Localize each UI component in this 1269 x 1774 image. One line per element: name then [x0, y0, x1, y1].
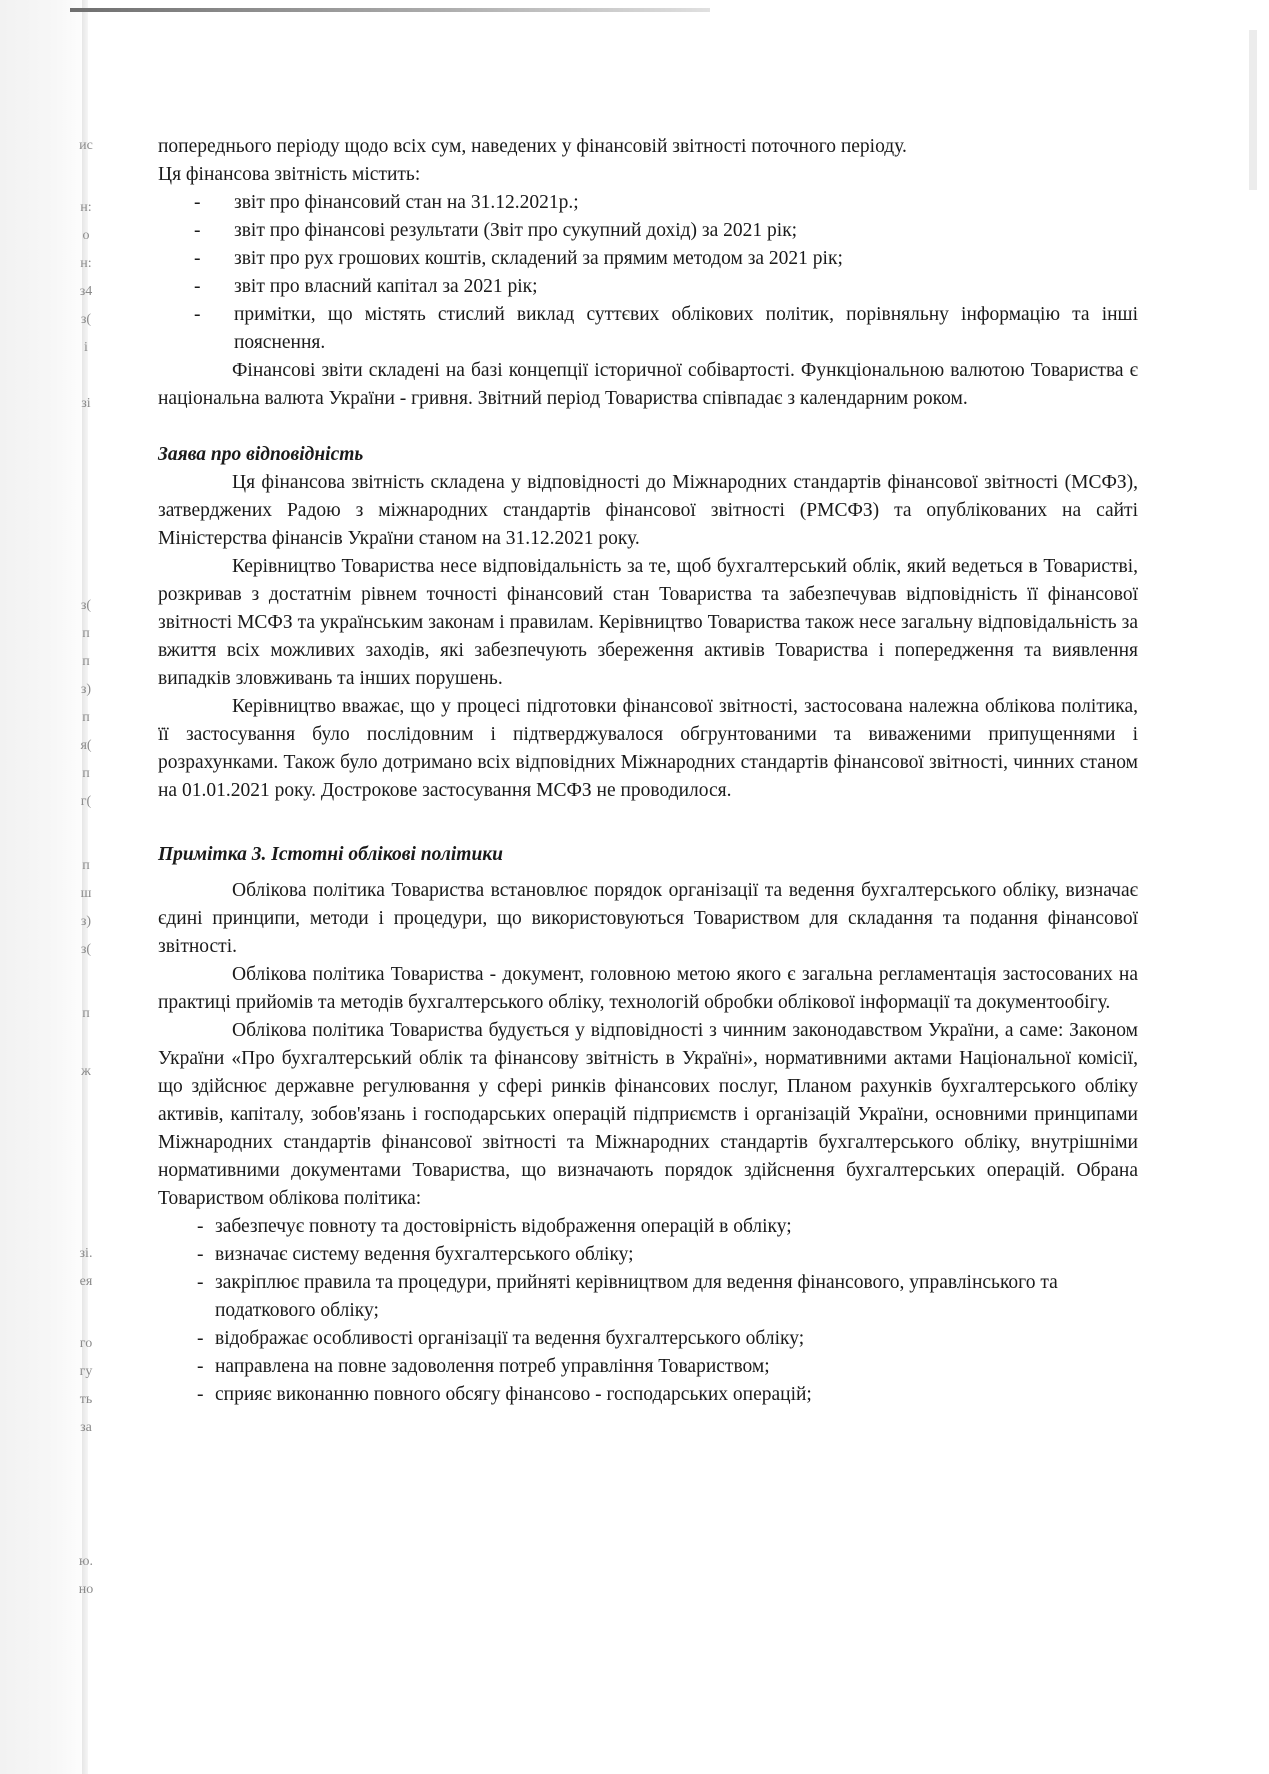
margin-fragment: го — [79, 1336, 93, 1351]
margin-fragment: но — [78, 1582, 94, 1597]
section-heading-note3: Примітка 3. Істотні облікові політики — [158, 844, 504, 865]
margin-fragment: ис — [79, 138, 93, 153]
margin-fragment: з) — [80, 914, 92, 929]
margin-fragment: з( — [80, 598, 92, 613]
list-item: - забезпечує повноту та достовірність відображення операцій в обліку; — [197, 1216, 792, 1237]
margin-fragment: з( — [80, 942, 92, 957]
basis-paragraph: Фінансові звіти складені на базі концепції історичної собівартості. Функціональною валютою Товариства є національна валюта України - гривня. Звітний період Товариства співпадає з календарним роком. — [158, 360, 1138, 409]
responsibility-paragraph: Керівництво Товариства несе відповідальність за те, щоб бухгалтерський облік, який ведеться в Товаристві, розкривав з достатнім рівнем точності фінансовий стан Товариства та забезпечував відповідність її фінансової звітності МСФЗ та українським законам і правилам. Керівництво Товариства також несе загальну відповідальність за вжиття всіх можливих заходів, які забезпечують збереження активів Товариства і попередження та виявлення випадків зловживань та інших порушень. — [158, 556, 1138, 689]
list-item: - закріплює правила та процедури, прийняті керівництвом для ведення фінансового, управлінського та податкового обліку; — [197, 1272, 1058, 1321]
margin-fragment: ть — [79, 1392, 93, 1407]
margin-fragment: п — [82, 654, 90, 669]
policy-paragraph-2: Облікова політика Товариства - документ, головною метою якого є загальна регламентація застосованих на практиці прийомів та методів бухгалтерського обліку, технологій обробки облікової інформації та документообігу. — [158, 964, 1138, 1013]
margin-fragment: п — [82, 858, 90, 873]
scan-top-shadow — [70, 8, 710, 12]
list-item: - відображає особливості організації та ведення бухгалтерського обліку; — [197, 1328, 805, 1349]
margin-fragment: зі — [81, 396, 91, 411]
section-heading-compliance: Заява про відповідність — [158, 444, 364, 465]
list-item: - звіт про фінансові результати (Звіт про сукупний дохід) за 2021 рік; — [158, 217, 1138, 245]
policy-list — [158, 1213, 1138, 1409]
policy-paragraph-3: Облікова політика Товариства будується у відповідності з чинним законодавством України, а саме: Законом України «Про бухгалтерський облік та фінансову звітність в Україні», нормативними актами Національної комісії, що здійснює державне регулювання у сфері ринків фінансових послуг, Планом рахунків бухгалтерського обліку активів, капіталу, зобов'язань і господарських операцій підприємств і організацій України, основними принципами Міжнародних стандартів фінансової звітності та Міжнародних стандартів бухгалтерського обліку, внутрішніми нормативними документами Товариства, що визначають порядок здійснення бухгалтерських операцій. Обрана Товариством облікова політика: — [158, 1020, 1138, 1209]
margin-fragment: п — [82, 766, 90, 781]
margin-fragment: і — [84, 340, 88, 355]
document-page — [158, 133, 1138, 1409]
margin-fragment: гу — [79, 1364, 93, 1379]
list-item: - сприяє виконанню повного обсягу фінансово - господарських операцій; — [197, 1384, 812, 1405]
policy-paragraph-1: Облікова політика Товариства встановлює порядок організації та ведення бухгалтерського обліку, визначає єдині принципи, методи і процедури, що використовуються Товариством для складання та подання фінансової звітності. — [158, 880, 1138, 957]
margin-fragment: я( — [80, 738, 92, 753]
margin-fragment: о — [82, 228, 90, 243]
margin-fragment: ш — [80, 886, 92, 901]
margin-fragment: н: — [80, 200, 92, 215]
margin-fragment: ж — [81, 1064, 91, 1079]
margin-fragment: п — [82, 1006, 90, 1021]
margin-fragment: г( — [80, 794, 92, 809]
margin-fragment: п — [82, 710, 90, 725]
compliance-paragraph: Ця фінансова звітність складена у відповідності до Міжнародних стандартів фінансової звітності (МСФЗ), затверджених Радою з міжнародних стандартів фінансової звітності (РМСФЗ) та опублікованих на сайті Міністерства фінансів України станом на 31.12.2021 року. — [158, 472, 1138, 549]
scan-right-shadow — [1249, 30, 1257, 190]
list-item: - направлена на повне задоволення потреб управління Товариством; — [197, 1356, 770, 1377]
margin-fragment: з( — [80, 312, 92, 327]
contents-intro: Ця фінансова звітність містить: — [158, 164, 421, 185]
margin-fragment: з) — [80, 682, 92, 697]
intro-paragraph: попереднього періоду щодо всіх сум, наведених у фінансовій звітності поточного періоду. — [158, 136, 907, 157]
list-item: - звіт про рух грошових коштів, складений за прямим методом за 2021 рік; — [158, 245, 1138, 273]
list-item: - звіт про фінансовий стан на 31.12.2021р.; — [158, 189, 1138, 217]
margin-fragment: зі. — [79, 1246, 93, 1261]
margin-fragment: п — [82, 626, 90, 641]
margin-fragment: з4 — [79, 284, 93, 299]
margin-fragment: ея — [79, 1274, 93, 1289]
management-paragraph: Керівництво вважає, що у процесі підготовки фінансової звітності, застосована належна облікова політика, її застосування було послідовним і підтверджувалося обгрунтованими та виваженими припущеннями і розрахунками. Також було дотримано всіх відповідних Міжнародних стандартів фінансової звітності, чинних станом на 01.01.2021 року. Дострокове застосування МСФЗ не проводилося. — [158, 696, 1138, 801]
contents-list — [158, 189, 1138, 357]
margin-fragment: за — [80, 1420, 92, 1435]
list-item: - звіт про власний капітал за 2021 рік; — [158, 273, 1138, 301]
list-item: - визначає систему ведення бухгалтерського обліку; — [197, 1244, 634, 1265]
margin-fragment: н: — [80, 256, 92, 271]
margin-fragment: ю. — [79, 1554, 93, 1569]
list-item: - примітки, що містять стислий виклад суттєвих облікових політик, порівняльну інформацію та інші пояснення. — [158, 301, 1138, 357]
